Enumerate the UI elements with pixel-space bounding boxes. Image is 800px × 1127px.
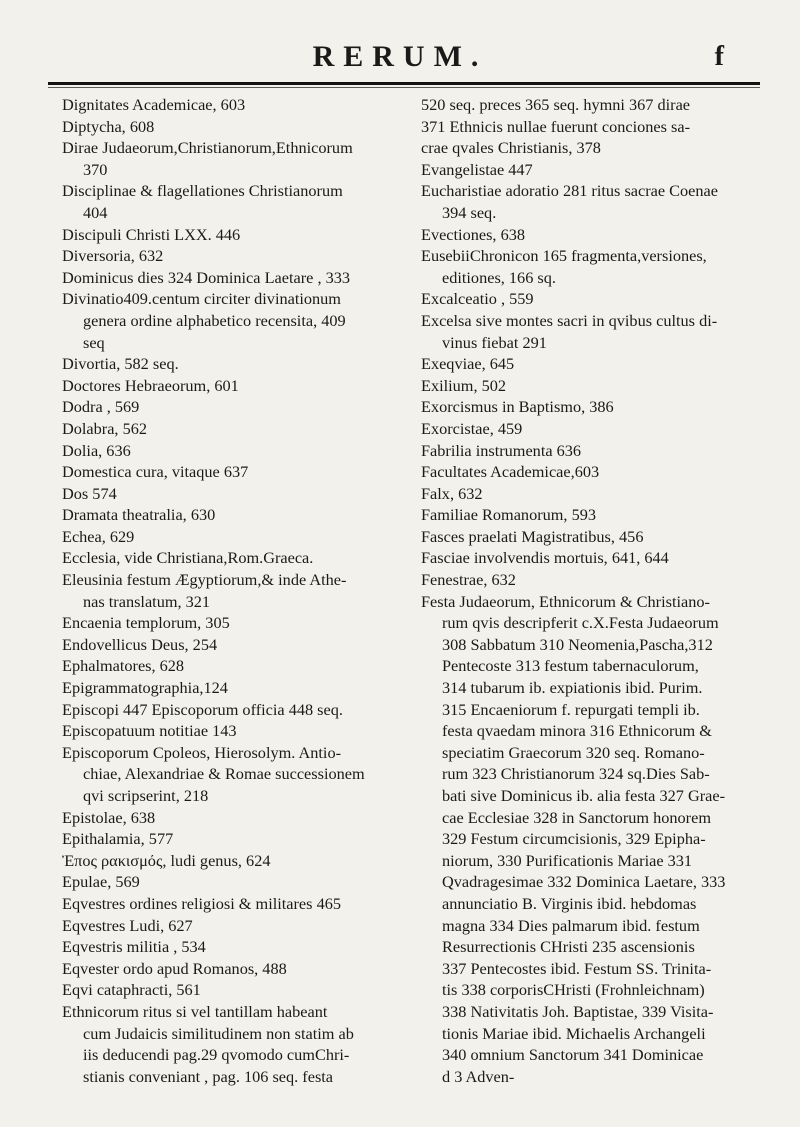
- index-entry-continuation: vinus fiebat 291: [442, 332, 547, 352]
- index-entry: Epigrammatographia,124: [62, 678, 228, 698]
- index-entry: Eqvestres Ludi, 627: [62, 915, 193, 935]
- index-entry: Evectiones, 638: [421, 224, 525, 244]
- index-entry: Eleusinia festum Ægyptiorum,& inde Athe-: [62, 570, 347, 590]
- index-entry-continuation: 394 seq.: [442, 202, 497, 222]
- index-entry-continuation: qvi scripserint, 218: [83, 786, 209, 805]
- index-entry: Dirae Judaeorum,Christianorum,Ethnicorum: [62, 138, 353, 158]
- index-entry: Divinatio409.centum circiter divinationum: [62, 289, 341, 309]
- index-entry: Dominicus dies 324 Dominica Laetare , 333: [62, 267, 351, 287]
- index-entry-continuation: 340 omnium Sanctorum 341 Dominicae: [442, 1045, 704, 1065]
- index-entry: Fasces praelati Magistratibus, 456: [421, 526, 644, 546]
- header-rule: [48, 82, 760, 85]
- index-entry-continuation: editiones, 166 sq.: [442, 267, 556, 287]
- index-entry: Eqvestris militia , 534: [62, 937, 206, 957]
- left-index-column: [62, 94, 406, 1087]
- index-entry: Dolabra, 562: [62, 418, 147, 438]
- index-entry-continuation: 370: [83, 159, 108, 179]
- index-entry: Divortia, 582 seq.: [62, 354, 179, 374]
- page-mark: f: [714, 41, 724, 72]
- index-entry: Domestica cura, vitaque 637: [62, 462, 249, 482]
- index-entry-continuation: Resurrectionis CHristi 235 ascensionis: [442, 937, 695, 957]
- index-entry-continuation: d 3 Adven-: [442, 1066, 515, 1086]
- index-entry: Epulae, 569: [62, 872, 140, 892]
- index-entry: Eqvester ordo apud Romanos, 488: [62, 958, 287, 978]
- index-entry: Discipuli Christi LXX. 446: [62, 224, 241, 244]
- index-entry: Eqvestres ordines religiosi & militares 465: [62, 893, 341, 913]
- index-entry: Echea, 629: [62, 526, 135, 546]
- right-index-column: [421, 94, 765, 1087]
- index-entry-continuation: 337 Pentecostes ibid. Festum SS. Trinita-: [442, 958, 712, 978]
- index-entry: Episcopatuum notitiae 143: [62, 721, 237, 741]
- index-entry-continuation: Pentecoste 313 festum tabernaculorum,: [442, 656, 699, 676]
- index-entry: 520 seq. preces 365 seq. hymni 367 dirae: [421, 95, 691, 114]
- index-entry-continuation: stianis conveniant , pag. 106 seq. festa: [83, 1066, 334, 1086]
- index-entry: Disciplinae & flagellationes Christianorum: [62, 181, 343, 201]
- index-entry: Diptycha, 608: [62, 116, 155, 136]
- index-entry: Dos 574: [62, 483, 117, 503]
- index-entry-continuation: magna 334 Dies palmarum ibid. festum: [442, 915, 700, 935]
- index-entry: Ecclesia, vide Christiana,Rom.Graeca.: [62, 548, 314, 568]
- index-entry-continuation: 315 Encaeniorum f. repurgati templi ib.: [442, 699, 700, 719]
- index-entry: Doctores Hebraeorum, 601: [62, 375, 239, 395]
- index-entry: Ethnicorum ritus si vel tantillam habeant: [62, 1001, 328, 1021]
- index-entry-continuation: cae Ecclesiae 328 in Sanctorum honorem: [442, 807, 711, 827]
- index-entry-continuation: genera ordine alphabetico recensita, 409: [83, 310, 346, 330]
- index-entry: Ephalmatores, 628: [62, 656, 185, 676]
- index-entry: Excelsa sive montes sacri in qvibus cultus di-: [421, 310, 718, 330]
- index-entry: Exeqviae, 645: [421, 354, 515, 374]
- index-entry: Ἐπος ρακισμός, ludi genus, 624: [62, 850, 271, 870]
- index-entry: Exorcistae, 459: [421, 418, 523, 438]
- index-entry: Excalceatio , 559: [421, 289, 534, 309]
- index-entry: Epithalamia, 577: [62, 829, 174, 849]
- index-entry-continuation: niorum, 330 Purificationis Mariae 331: [442, 850, 693, 870]
- index-entry: Epistolae, 638: [62, 807, 156, 827]
- header-rule-thin: [48, 87, 760, 88]
- index-entry-continuation: speciatim Graecorum 320 seq. Romano-: [442, 742, 705, 762]
- page-header: [0, 40, 800, 80]
- index-entry: Dramata theatralia, 630: [62, 505, 216, 525]
- index-entry: 371 Ethnicis nullae fuerunt conciones sa-: [421, 116, 691, 136]
- index-entry: Fenestrae, 632: [421, 570, 516, 590]
- index-entry-continuation: 338 Nativitatis Joh. Baptistae, 339 Visita-: [442, 1001, 714, 1021]
- index-entry-continuation: 404: [83, 202, 108, 222]
- index-entry: Fasciae involvendis mortuis, 641, 644: [421, 548, 669, 568]
- index-entry: Dignitates Academicae, 603: [62, 95, 246, 114]
- index-entry: Dolia, 636: [62, 440, 131, 460]
- index-entry-continuation: rum qvis descripferit c.X.Festa Judaeorum: [442, 613, 719, 633]
- index-entry: crae qvales Christianis, 378: [421, 138, 601, 158]
- index-entry: Familiae Romanorum, 593: [421, 505, 596, 525]
- index-entry: Episcopi 447 Episcoporum officia 448 seq.: [62, 699, 343, 719]
- index-entry-continuation: rum 323 Christianorum 324 sq.Dies Sab-: [442, 764, 710, 784]
- index-entry-continuation: annunciatio B. Virginis ibid. hebdomas: [442, 893, 697, 913]
- index-entry: Episcoporum Cpoleos, Hierosolym. Antio-: [62, 742, 342, 762]
- index-entry-continuation: Qvadragesimae 332 Dominica Laetare, 333: [442, 872, 726, 892]
- index-entry-continuation: iis deducendi pag.29 qvomodo cumChri-: [83, 1045, 350, 1065]
- index-entry: Facultates Academicae,603: [421, 462, 600, 482]
- running-title: RERUM.: [312, 40, 488, 73]
- index-entry-continuation: seq: [83, 332, 105, 352]
- index-entry: Diversoria, 632: [62, 246, 164, 266]
- index-entry-continuation: 329 Festum circumcisionis, 329 Epipha-: [442, 829, 706, 849]
- index-entry-continuation: 308 Sabbatum 310 Neomenia,Pascha,312: [442, 634, 713, 654]
- index-entry: Exilium, 502: [421, 375, 507, 395]
- index-entry-continuation: festa qvaedam minora 316 Ethnicorum &: [442, 721, 712, 741]
- index-entry: Evangelistae 447: [421, 159, 533, 179]
- index-entry-continuation: bati sive Dominicus ib. alia festa 327 Grae-: [442, 786, 726, 805]
- index-entry-continuation: 314 tubarum ib. expiationis ibid. Purim.: [442, 678, 703, 698]
- index-entry-continuation: cum Judaicis similitudinem non statim ab: [83, 1023, 354, 1043]
- index-entry: Exorcismus in Baptismo, 386: [421, 397, 614, 417]
- index-entry-continuation: chiae, Alexandriae & Romae successionem: [83, 764, 365, 784]
- index-entry: Eqvi cataphracti, 561: [62, 980, 201, 1000]
- index-entry: EusebiiChronicon 165 fragmenta,versiones,: [421, 246, 707, 266]
- index-entry: Endovellicus Deus, 254: [62, 634, 218, 654]
- index-entry: Festa Judaeorum, Ethnicorum & Christiano-: [421, 591, 710, 611]
- index-entry: Dodra , 569: [62, 397, 140, 417]
- index-entry: Encaenia templorum, 305: [62, 613, 230, 633]
- index-entry-continuation: nas translatum, 321: [83, 591, 211, 611]
- index-entry-continuation: tionis Mariae ibid. Michaelis Archangeli: [442, 1023, 706, 1043]
- index-entry: Eucharistiae adoratio 281 ritus sacrae Coenae: [421, 181, 719, 201]
- index-entry: Fabrilia instrumenta 636: [421, 440, 582, 460]
- index-entry: Falx, 632: [421, 483, 483, 503]
- index-entry-continuation: tis 338 corporisCHristi (Frohnleichnam): [442, 980, 705, 1000]
